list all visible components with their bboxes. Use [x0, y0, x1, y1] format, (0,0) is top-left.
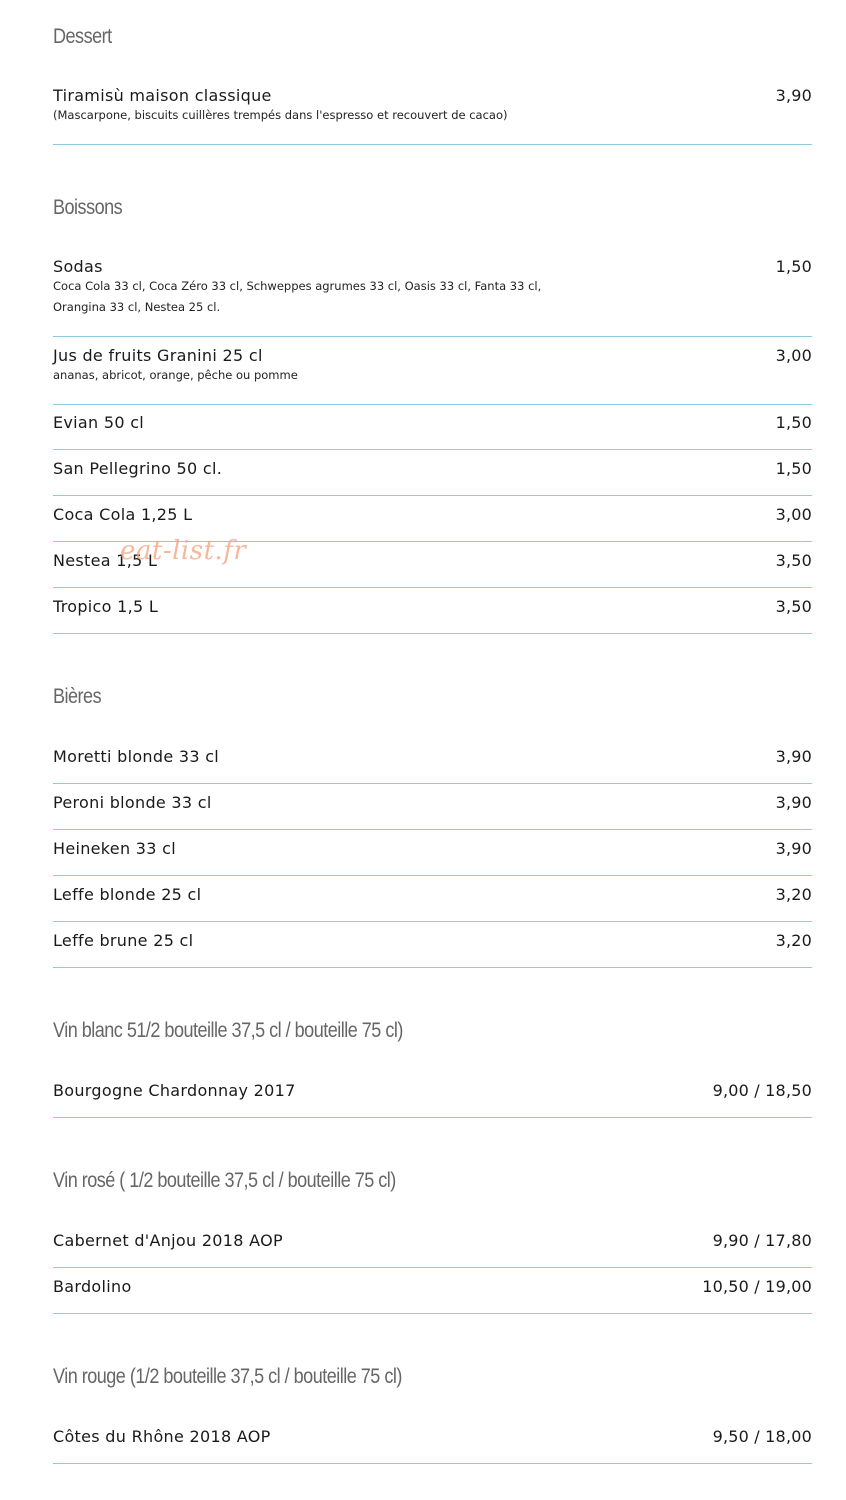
item-description: (Mascarpone, biscuits cuillères trempés dans l'espresso et recouvert de cacao): [53, 108, 508, 122]
item-price: 3,20: [775, 885, 812, 904]
item-price: 3,90: [775, 793, 812, 812]
section-title-bieres: Bières: [53, 685, 102, 708]
item-price: 3,20: [775, 931, 812, 950]
item-name: Leffe brune 25 cl: [53, 931, 194, 950]
item-description: ananas, abricot, orange, pêche ou pomme: [53, 368, 298, 382]
section-title-boissons: Boissons: [53, 196, 123, 219]
item-name: Moretti blonde 33 cl: [53, 747, 220, 766]
item-price: 3,00: [775, 505, 812, 524]
item-price: 9,00 / 18,50: [712, 1081, 812, 1100]
item-price: 9,50 / 18,00: [712, 1427, 812, 1446]
item-name: Cabernet d'Anjou 2018 AOP: [53, 1231, 283, 1250]
item-price: 3,50: [775, 551, 812, 570]
section-title-vin-rose: Vin rosé ( 1/2 bouteille 37,5 cl / bouteille 75 cl): [53, 1169, 396, 1192]
item-name: Tiramisù maison classique: [53, 86, 272, 105]
menu-item-leffe-brune: [53, 931, 812, 968]
item-price: 1,50: [775, 413, 812, 432]
item-description-line-1: Coca Cola 33 cl, Coca Zéro 33 cl, Schweppes agrumes 33 cl, Oasis 33 cl, Fanta 33 cl,: [53, 279, 542, 293]
item-name: Nestea 1,5 L: [53, 551, 158, 570]
menu-item-tiramisu: [53, 86, 812, 145]
item-name: Peroni blonde 33 cl: [53, 793, 212, 812]
menu-item-heineken: [53, 839, 812, 876]
menu-item-cabernet-anjou: [53, 1231, 812, 1268]
menu-item-evian: [53, 413, 812, 450]
section-title-vin-blanc: Vin blanc 51/2 bouteille 37,5 cl / bouteille 75 cl): [53, 1019, 403, 1042]
item-description-line-2: Orangina 33 cl, Nestea 25 cl.: [53, 300, 221, 314]
menu-item-cotes-du-rhone: [53, 1427, 812, 1464]
item-name: Côtes du Rhône 2018 AOP: [53, 1427, 271, 1446]
item-price: 3,90: [775, 747, 812, 766]
item-price: 1,50: [775, 257, 812, 276]
menu-item-leffe-blonde: [53, 885, 812, 922]
item-price: 9,90 / 17,80: [712, 1231, 812, 1250]
item-name: Bourgogne Chardonnay 2017: [53, 1081, 296, 1100]
item-name: Evian 50 cl: [53, 413, 145, 432]
menu-item-peroni: [53, 793, 812, 830]
item-price: 1,50: [775, 459, 812, 478]
item-price: 3,50: [775, 597, 812, 616]
item-name: Sodas: [53, 257, 103, 276]
item-name: Bardolino: [53, 1277, 132, 1296]
item-name: Coca Cola 1,25 L: [53, 505, 193, 524]
item-price: 3,00: [775, 346, 812, 365]
menu-item-sodas: [53, 257, 812, 337]
item-price: 3,90: [775, 839, 812, 858]
menu-item-tropico: [53, 597, 812, 634]
menu-item-jus-de-fruits: [53, 346, 812, 405]
item-name: Tropico 1,5 L: [53, 597, 159, 616]
item-name: San Pellegrino 50 cl.: [53, 459, 223, 478]
item-name: Jus de fruits Granini 25 cl: [53, 346, 263, 365]
item-price: 10,50 / 19,00: [702, 1277, 812, 1296]
item-name: Leffe blonde 25 cl: [53, 885, 202, 904]
menu-item-bourgogne-chardonnay: [53, 1081, 812, 1118]
section-title-dessert: Dessert: [53, 25, 112, 48]
item-price: 3,90: [775, 86, 812, 105]
section-title-vin-rouge: Vin rouge (1/2 bouteille 37,5 cl / bouteille 75 cl): [53, 1365, 402, 1388]
watermark: eat-list.fr: [120, 536, 247, 566]
menu-item-moretti: [53, 747, 812, 784]
menu-item-san-pellegrino: [53, 459, 812, 496]
menu-item-bardolino: [53, 1277, 812, 1314]
item-name: Heineken 33 cl: [53, 839, 176, 858]
